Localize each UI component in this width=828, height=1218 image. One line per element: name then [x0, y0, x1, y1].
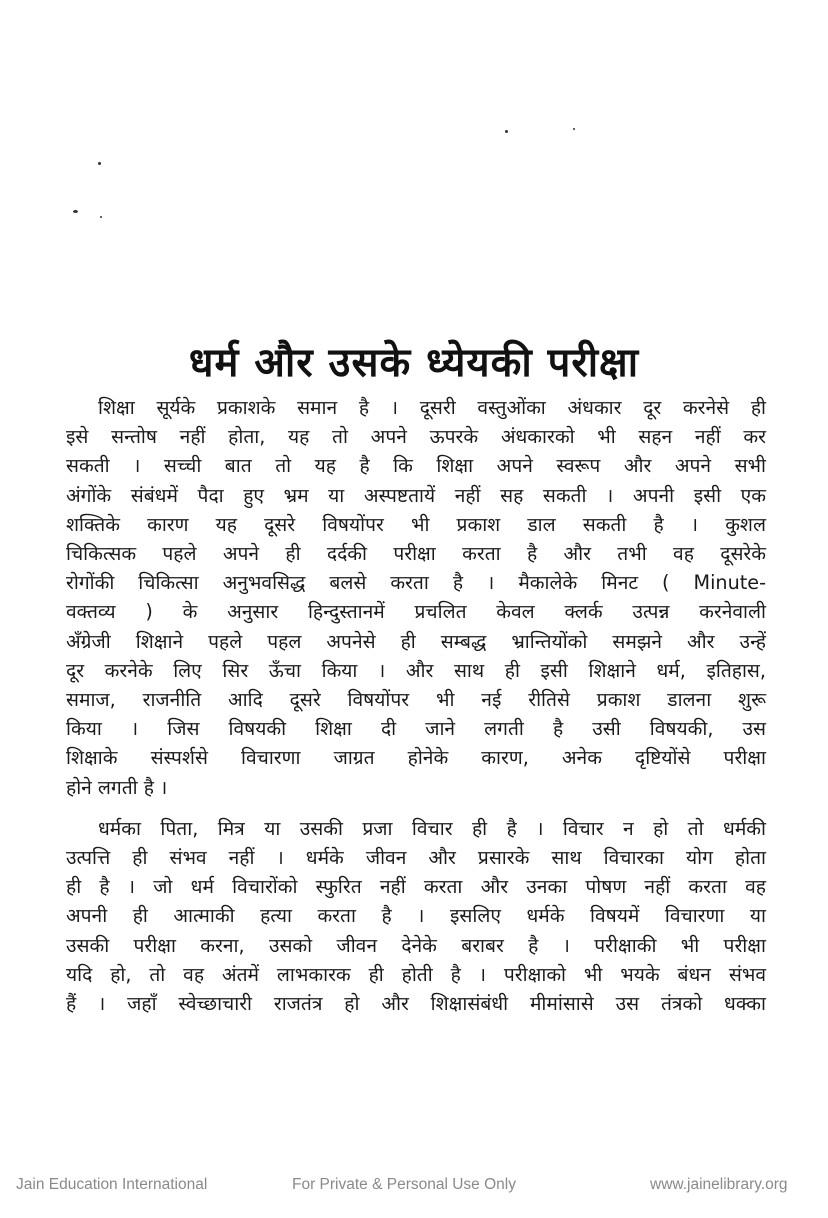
page-title: धर्म और उसके ध्येयकी परीक्षा — [188, 339, 640, 386]
text-line: अँग्रेजी शिक्षाने पहले पहल अपनेसे ही सम्बद्ध भ्रान्तियोंको समझने और उन्हें — [66, 629, 766, 653]
text-line: धर्मका पिता, मित्र या उसकी प्रजा विचार ही है । विचार न हो तो धर्मकी — [98, 816, 766, 840]
body-text — [66, 393, 766, 1018]
footer-website-link[interactable]: www.jainelibrary.org — [650, 1176, 788, 1193]
text-line: ही है । जो धर्म विचारोंको स्फुरित नहीं करता और उनका पोषण नहीं करता वह — [66, 875, 766, 899]
text-line: शिक्षा सूर्यके प्रकाशके समान है । दूसरी वस्तुओंका अंधकार दूर करनेसे ही — [98, 396, 766, 419]
text-line: शिक्षाके संस्पर्शसे विचारणा जाग्रत होनेके कारण, अनेक दृष्टियोंसे परीक्षा — [66, 746, 766, 770]
text-line: होने लगती है । — [66, 775, 168, 799]
text-line: उत्पत्ति ही संभव नहीं । धर्मके जीवन और प्रसारके साथ विचारका योग होता — [66, 846, 766, 870]
text-line: वक्तव्य ) के अनुसार हिन्दुस्तानमें प्रचलित केवल क्लर्क उत्पन्न करनेवाली — [66, 600, 766, 624]
text-line: दूर करनेके लिए सिर ऊँचा किया । और साथ ही इसी शिक्षाने धर्म, इतिहास, — [66, 658, 766, 682]
footer-usage-notice: For Private & Personal Use Only — [292, 1176, 516, 1193]
scan-speck — [73, 210, 78, 213]
paragraph-2 — [66, 814, 766, 1018]
scan-speck — [100, 216, 102, 218]
scan-speck — [573, 128, 575, 130]
text-line: रोगोंकी चिकित्सा अनुभवसिद्ध बलसे करता है । मैकालेके मिनट ( Minute- — [66, 571, 766, 595]
footer-publisher: Jain Education International — [16, 1176, 208, 1193]
text-line: समाज, राजनीति आदि दूसरे विषयोंपर भी नई रीतिसे प्रकाश डालना शुरू — [66, 688, 766, 712]
text-line: हैं । जहाँ स्वेच्छाचारी राजतंत्र हो और शिक्षासंबंधी मीमांसासे उस तंत्रको धक्का — [66, 992, 766, 1016]
text-line: उसकी परीक्षा करना, उसको जीवन देनेके बराबर है । परीक्षाकी भी परीक्षा — [66, 933, 766, 957]
text-line: शक्तिके कारण यह दूसरे विषयोंपर भी प्रकाश डाल सकती है । कुशल — [66, 512, 766, 536]
paragraph-1 — [66, 393, 766, 802]
text-line: चिकित्सक पहले अपने ही दर्दकी परीक्षा करता है और तभी वह दूसरेके — [66, 542, 766, 566]
text-line: अंगोंके संबंधमें पैदा हुए भ्रम या अस्पष्टतायें नहीं सह सकती । अपनी इसी एक — [66, 483, 766, 507]
text-line: किया । जिस विषयकी शिक्षा दी जाने लगती है उसी विषयकी, उस — [66, 717, 766, 741]
text-line: इसे सन्तोष नहीं होता, यह तो अपने ऊपरके अंधकारको भी सहन नहीं कर — [66, 425, 766, 449]
scan-speck — [505, 130, 508, 133]
text-line: यदि हो, तो वह अंतमें लाभकारक ही होती है । परीक्षाको भी भयके बंधन संभव — [66, 962, 766, 986]
text-line: अपनी ही आत्माकी हत्या करता है । इसलिए धर्मके विषयमें विचारणा या — [66, 904, 766, 928]
scan-speck — [98, 162, 101, 165]
footer — [0, 1176, 828, 1200]
text-line: सकती । सच्ची बात तो यह है कि शिक्षा अपने स्वरूप और अपने सभी — [66, 454, 766, 478]
